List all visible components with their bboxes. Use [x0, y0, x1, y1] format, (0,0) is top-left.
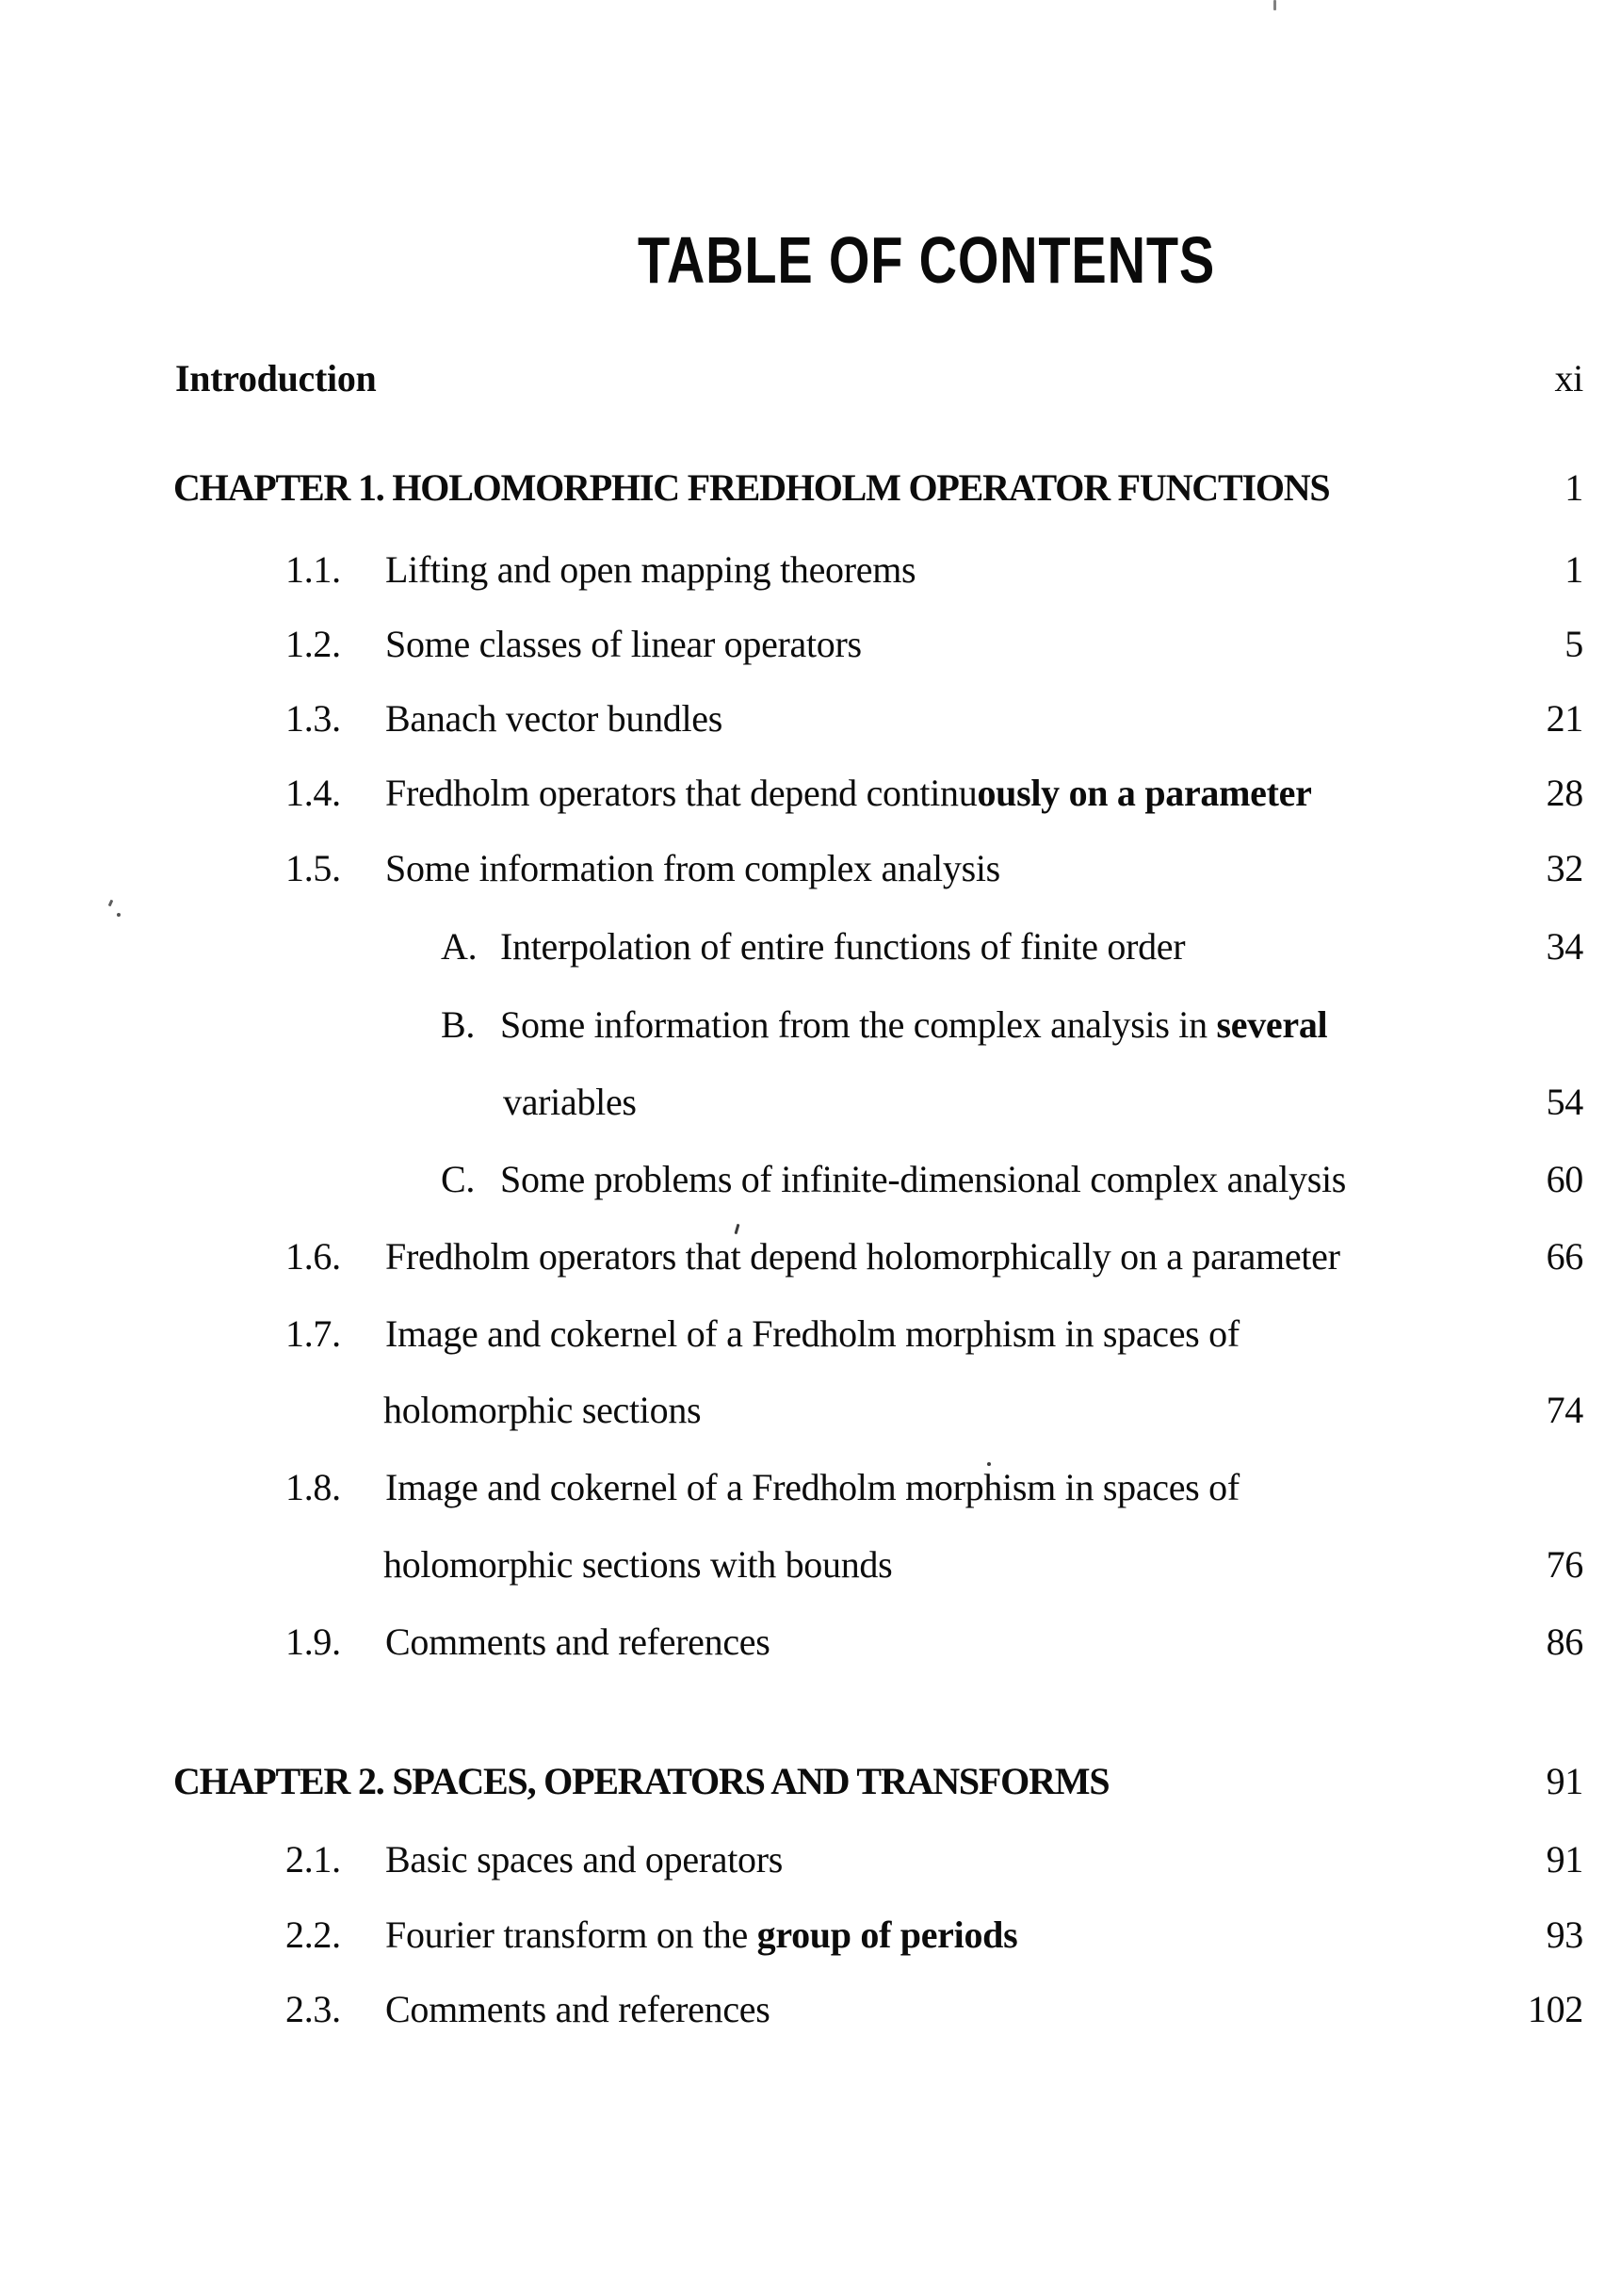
- toc-entry-label: [385, 847, 1000, 889]
- toc-entry-label: [385, 774, 1312, 812]
- toc-entry-label: [175, 357, 377, 399]
- toc-entry-text: Fredholm operators that depend continu: [385, 772, 978, 814]
- toc-entry-pagenum: 91: [1546, 1760, 1583, 1802]
- toc-entry-text: Comments and references: [385, 1988, 770, 2030]
- toc-entry-number: 2.3.: [285, 1988, 341, 2030]
- toc-entry-pagenum: 34: [1546, 925, 1583, 968]
- toc-entry-text: Introduction: [175, 357, 377, 399]
- toc-entry-label: [503, 1083, 637, 1121]
- toc-entry: [0, 925, 1621, 973]
- toc-entry-pagenum: 28: [1546, 772, 1583, 814]
- toc-entry-text: ously on a parameter: [977, 772, 1312, 814]
- toc-entry: [0, 1543, 1621, 1591]
- toc-entry-label: [383, 1543, 893, 1586]
- toc-entry-text: Fourier transform on the: [385, 1913, 757, 1956]
- scan-artifact: [987, 1462, 991, 1466]
- toc-entry-pagenum: 1: [1564, 466, 1583, 509]
- toc-entry-number: B.: [441, 1003, 476, 1046]
- toc-entry-text: Some problems of infinite-dimensional complex analysis: [500, 1158, 1347, 1200]
- toc-entry-text: several: [1216, 1003, 1328, 1046]
- toc-entry-number: 1.8.: [285, 1466, 341, 1508]
- toc-entry-pagenum: 60: [1546, 1158, 1583, 1200]
- toc-entry-text: Basic spaces and operators: [385, 1838, 784, 1881]
- toc-entry-text: Lifting and open mapping theorems: [385, 548, 916, 591]
- toc-entry-number: A.: [441, 925, 478, 968]
- toc-entry-text: CHAPTER 1. HOLOMORPHIC FREDHOLM OPERATOR FUNCTIONS: [173, 466, 1330, 509]
- toc-entry-number: 1.4.: [285, 772, 341, 814]
- toc-entry-number: 1.7.: [285, 1312, 341, 1355]
- toc-entry-number: 1.3.: [285, 697, 341, 740]
- toc-entry: [0, 1760, 1621, 1808]
- toc-entry-number: 1.1.: [285, 548, 341, 591]
- toc-entry: [0, 1838, 1621, 1886]
- toc-entry: [0, 466, 1621, 514]
- toc-entry-text: Banach vector bundles: [385, 697, 723, 740]
- toc-entry-pagenum: xi: [1554, 357, 1583, 399]
- toc-entry: [0, 1620, 1621, 1669]
- toc-entry: [0, 1913, 1621, 1962]
- toc-entry-label: [500, 1003, 1328, 1046]
- toc-entry-pagenum: 93: [1546, 1913, 1583, 1956]
- toc-entry-number: 1.6.: [285, 1235, 341, 1278]
- toc-entry-text: Some information from complex analysis: [385, 847, 1000, 889]
- toc-entry-text: Fredholm operators that depend holomorphically on a parameter: [385, 1235, 1340, 1278]
- scan-artifact: [117, 913, 121, 917]
- toc-entry: [0, 1466, 1621, 1514]
- toc-entry-label: [385, 548, 916, 591]
- toc-entry-pagenum: 54: [1546, 1081, 1583, 1123]
- toc-entry-text: Image and cokernel of a Fredholm morphism in spaces of: [385, 1466, 1240, 1508]
- toc-entry-label: [385, 1312, 1240, 1355]
- toc-entry: [0, 774, 1621, 820]
- toc-entry-pagenum: 74: [1546, 1389, 1583, 1431]
- toc-entry-text: group of periods: [756, 1913, 1018, 1956]
- toc-entry-text: variables: [503, 1081, 637, 1123]
- scan-artifact: [735, 1224, 740, 1234]
- scan-artifact: [108, 900, 114, 907]
- toc-entry: [0, 623, 1621, 671]
- toc-entry-number: 2.1.: [285, 1838, 341, 1881]
- toc-entry-label: [173, 466, 1330, 509]
- toc-entry-pagenum: 76: [1546, 1543, 1583, 1586]
- toc-entry: [0, 1235, 1621, 1283]
- toc-entry-number: 1.5.: [285, 847, 341, 889]
- toc-entry-label: [385, 1620, 770, 1663]
- toc-entry-label: [385, 1838, 784, 1881]
- toc-entry-text: Image and cokernel of a Fredholm morphism in spaces of: [385, 1312, 1240, 1355]
- toc-entry-label: [385, 1913, 1018, 1956]
- toc-entry: [0, 1003, 1621, 1051]
- toc-entry: [0, 1158, 1621, 1206]
- toc-entry: [0, 1389, 1621, 1437]
- toc-entry-text: Some information from the complex analysis in: [500, 1003, 1217, 1046]
- toc-entry-pagenum: 86: [1546, 1620, 1583, 1663]
- toc-entry-text: Interpolation of entire functions of finite order: [500, 925, 1186, 968]
- scan-artifact: [1273, 0, 1276, 10]
- toc-entry: [0, 847, 1621, 895]
- toc-entry: [0, 357, 1621, 405]
- toc-entry-text: Comments and references: [385, 1620, 770, 1663]
- toc-entry-label: [383, 1389, 702, 1431]
- toc-entry-pagenum: 1: [1564, 548, 1583, 591]
- toc-entry-pagenum: 32: [1546, 847, 1583, 889]
- toc-entry-text: Some classes of linear operators: [385, 623, 862, 665]
- toc-entry-number: 1.9.: [285, 1620, 341, 1663]
- toc-entry: [0, 1312, 1621, 1360]
- toc-entry-label: [500, 1158, 1347, 1200]
- toc-entry-text: holomorphic sections: [383, 1389, 702, 1431]
- toc-entry-pagenum: 66: [1546, 1235, 1583, 1278]
- toc-entry-label: [385, 697, 723, 740]
- toc-entry-label: [385, 623, 862, 665]
- toc-entry: [0, 1988, 1621, 2036]
- toc-entry-text: holomorphic sections with bounds: [383, 1543, 893, 1586]
- toc-entry-label: [173, 1760, 1110, 1802]
- toc-entry-pagenum: 102: [1527, 1988, 1583, 2030]
- toc-entry: [0, 548, 1621, 596]
- toc-entry-label: [385, 1235, 1340, 1278]
- toc-entry-pagenum: 21: [1546, 697, 1583, 740]
- page-title: TABLE OF CONTENTS: [638, 223, 1215, 297]
- toc-entry-number: 1.2.: [285, 623, 341, 665]
- toc-entry: [0, 697, 1621, 745]
- toc-entry: [0, 1083, 1621, 1129]
- toc-entry-label: [500, 925, 1186, 968]
- toc-entry-pagenum: 5: [1564, 623, 1583, 665]
- toc-entry-label: [385, 1466, 1240, 1508]
- toc-entry-label: [385, 1988, 770, 2030]
- toc-entry-number: C.: [441, 1158, 476, 1200]
- toc-entry-number: 2.2.: [285, 1913, 341, 1956]
- toc-entry-pagenum: 91: [1546, 1838, 1583, 1881]
- toc-entry-text: CHAPTER 2. SPACES, OPERATORS AND TRANSFORMS: [173, 1760, 1110, 1802]
